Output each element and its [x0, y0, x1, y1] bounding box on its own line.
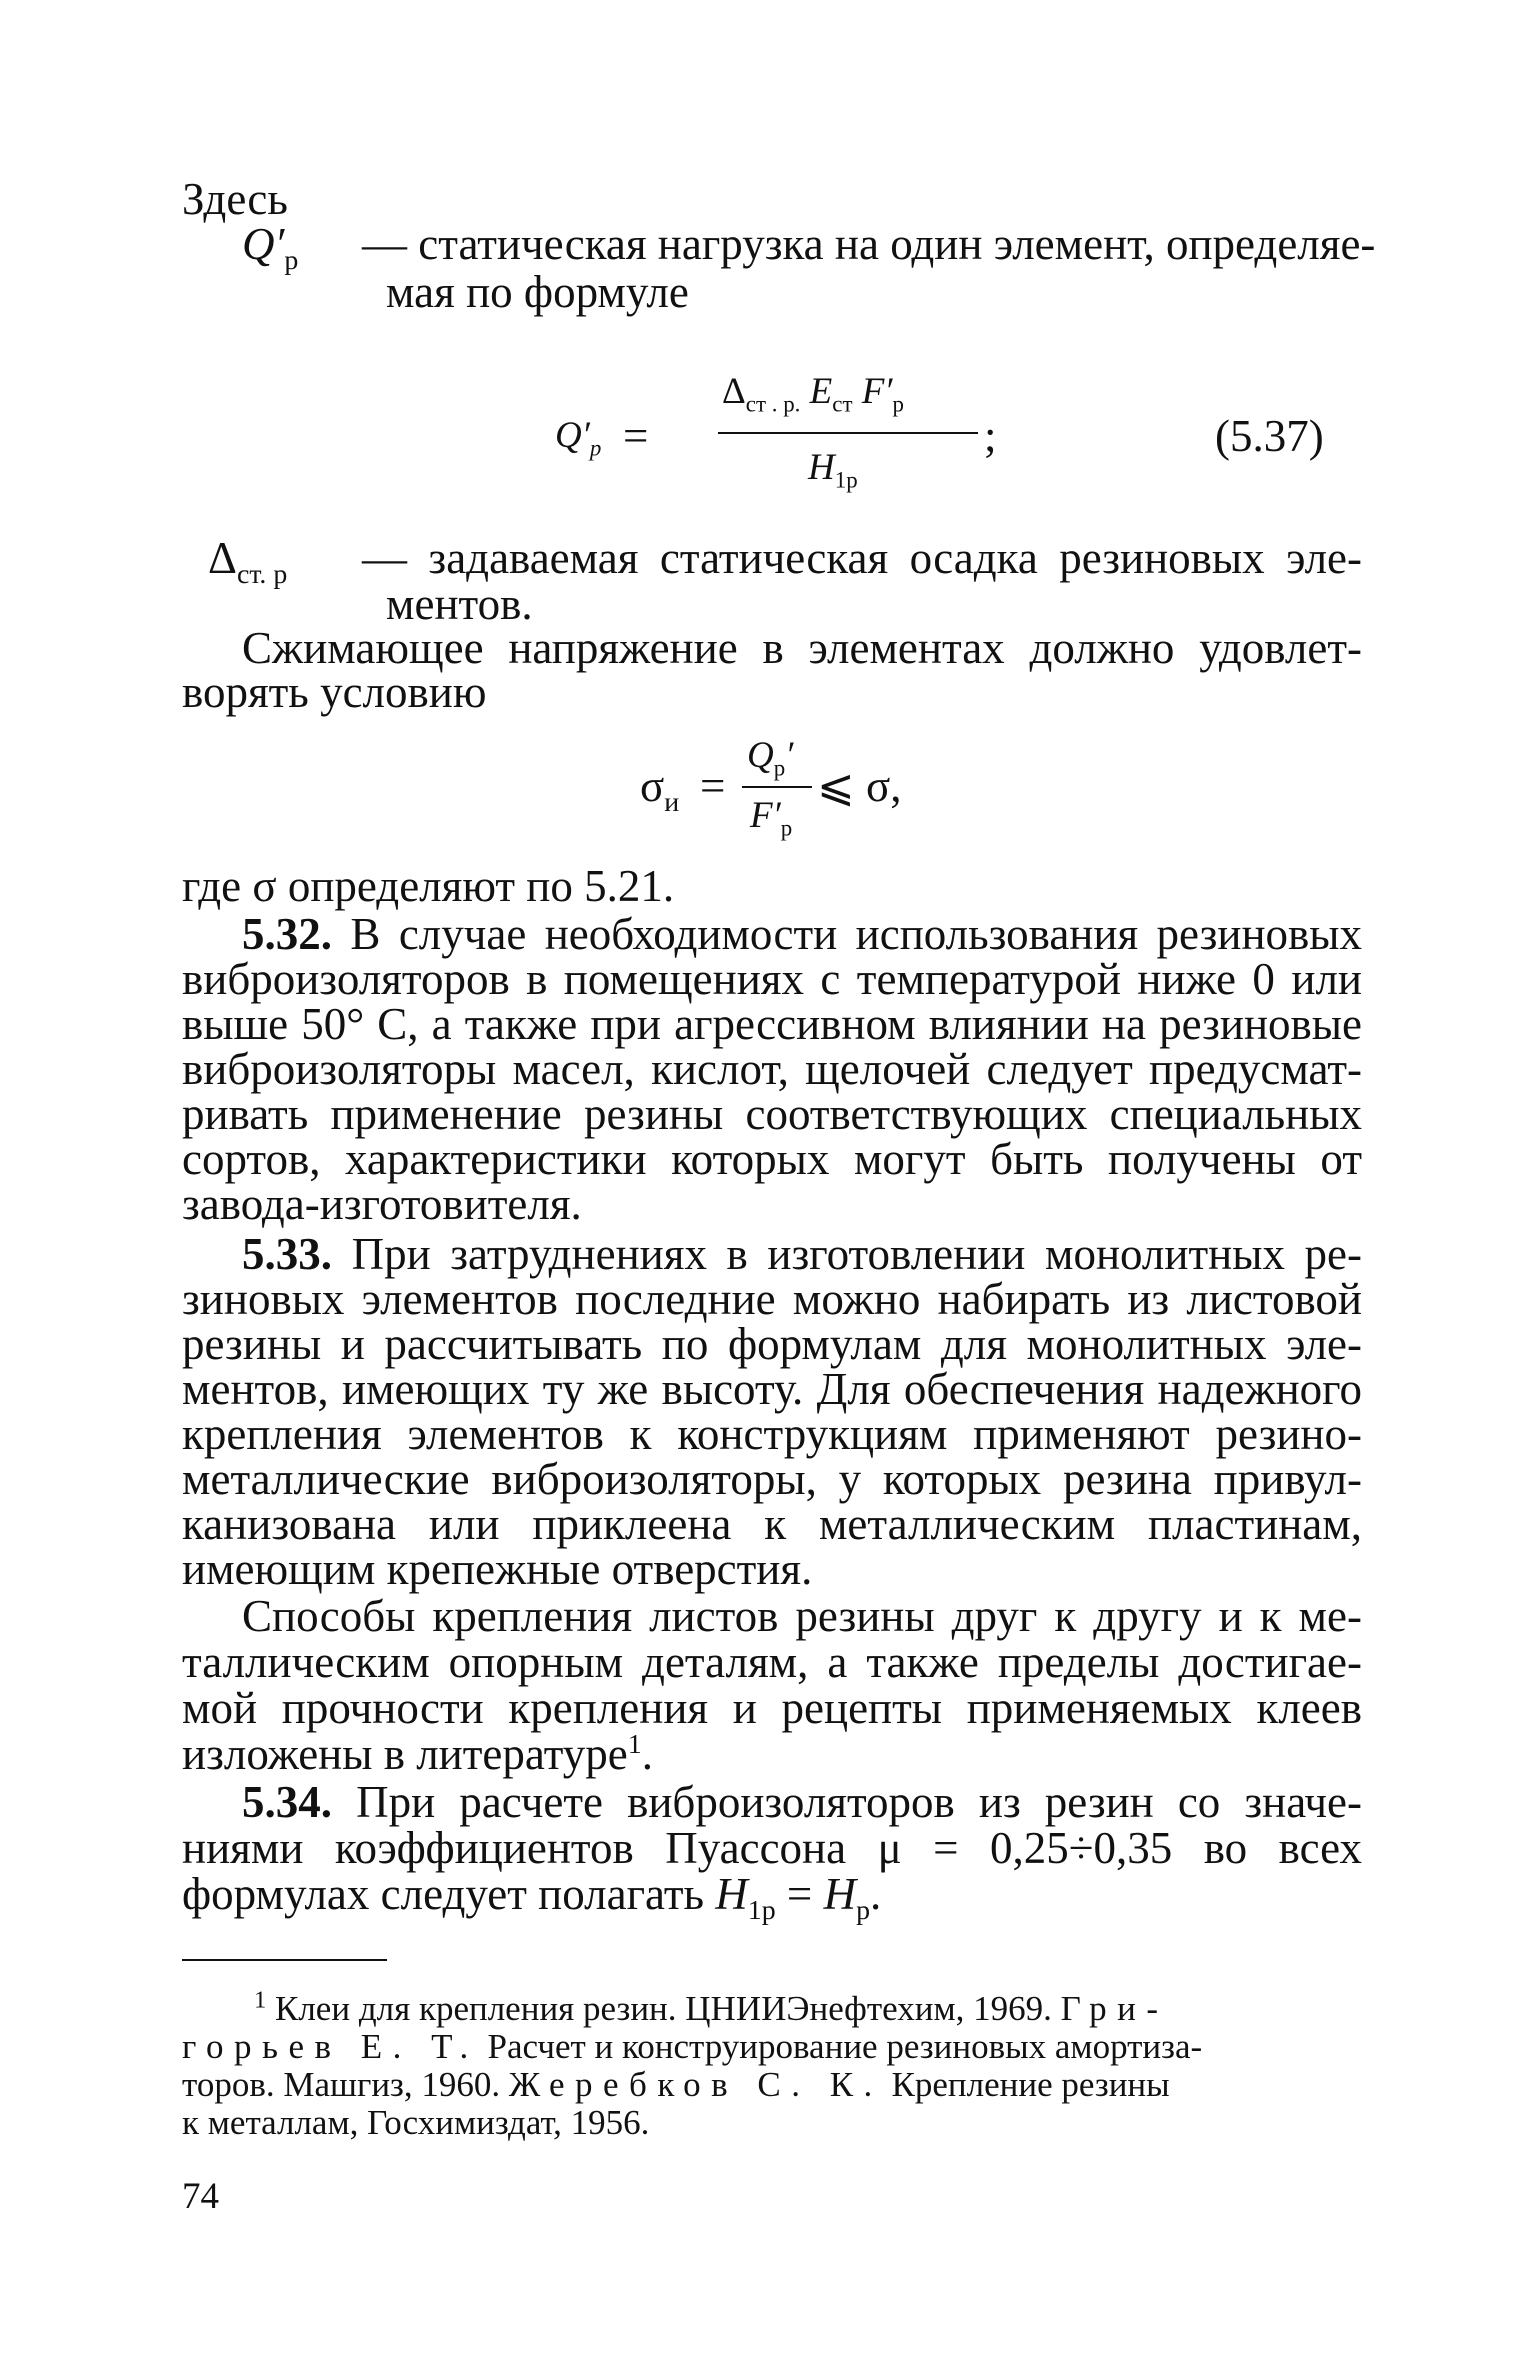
p532-line-3: выше 50° С, а также при агрессивном влиянии на резиновые: [182, 999, 1362, 1049]
formula-sigma-relation: ⩽: [817, 761, 855, 811]
p533-line-2: зиновых элементов последние можно набирать из листовой: [182, 1274, 1362, 1324]
formula-537-numerator: $\Delta_{ст . р.}$ $E_{ст}$ $F'_р$: [722, 371, 904, 417]
delta-symbol: $\Delta_{ст. р}$: [208, 533, 288, 590]
compress-line-1: Сжимающее напряжение в элементах должно удовлет-: [242, 623, 1362, 673]
p533-line-6: металлические виброизоляторы, у которых резина привул-: [182, 1454, 1362, 1504]
methods-line-4: изложены в литературе$^1$.: [182, 1729, 653, 1779]
p532-line-2: виброизоляторов в помещениях с температурой ниже 0 или: [182, 954, 1362, 1004]
formula-sigma-lhs: $\sigma_и$: [640, 761, 680, 818]
footnote-line-3: торов. Машгиз, 1960. Жеребков С. К. Крепление резины: [182, 2065, 1170, 2104]
formula-537-fraction-bar: [718, 432, 978, 434]
formula-537-denominator: $H_{1р}$: [808, 447, 858, 493]
footnote-line-1: $^1$ Клеи для крепления резин. ЦНИИЭнефтехим, 1969. Гри-: [254, 1986, 1169, 2028]
where-line: где σ определяют по 5.21.: [182, 861, 675, 911]
p533-line-1: 5.33. При затруднениях в изготовлении монолитных ре-: [242, 1229, 1362, 1279]
formula-sigma-numerator: $Q_р'$: [747, 735, 794, 781]
page-number: 74: [182, 2176, 219, 2217]
methods-line-2: таллическим опорным деталям, а также пределы достигае-: [182, 1637, 1362, 1687]
qp-definition-line-2: мая по формуле: [386, 267, 689, 317]
p532-line-7: завода-изготовителя.: [182, 1179, 582, 1229]
qp-definition-line-1: — статическая нагрузка на один элемент, определяе-: [362, 219, 1376, 269]
p532-line-1: 5.32. В случае необходимости использования резиновых: [242, 909, 1363, 959]
formula-sigma-equals: =: [700, 761, 726, 811]
footnote-line-4: к металлам, Госхимиздат, 1956.: [182, 2103, 650, 2142]
qp-symbol: $Q'_р$: [242, 219, 299, 276]
p532-line-5: ривать применение резины соответствующих специальных: [182, 1089, 1362, 1139]
p533-line-7: канизована или приклеена к металлическим пластинам,: [182, 1499, 1362, 1549]
p533-line-3: резины и рассчитывать по формулам для монолитных эле-: [182, 1319, 1362, 1369]
p533-line-5: крепления элементов к конструкциям применяют резино-: [182, 1409, 1362, 1459]
p532-line-6: сортов, характеристики которых могут быть получены от: [182, 1134, 1362, 1184]
p534-line-3: формулах следует полагать $H_{1р} = H_р$.: [182, 1869, 882, 1926]
footnote-reference: 1: [627, 1729, 642, 1760]
footnote-rule: [182, 1959, 387, 1961]
formula-sigma-denominator: $F'_р$: [750, 795, 793, 841]
footnote-line-2: горьев Е. Т. Расчет и конструирование резиновых амортиза-: [182, 2027, 1203, 2066]
formula-537-lhs: $Q'_р$: [555, 415, 602, 461]
formula-537-number: (5.37): [1215, 411, 1324, 461]
p533-line-8: имеющим крепежные отверстия.: [182, 1544, 813, 1594]
p534-line-2: ниями коэффициентов Пуассона μ = 0,25÷0,35 во всех: [182, 1823, 1362, 1873]
methods-line-1: Способы крепления листов резины друг к другу и к ме-: [242, 1591, 1362, 1641]
p533-line-4: ментов, имеющих ту же высоту. Для обеспечения надежного: [182, 1364, 1362, 1414]
formula-sigma-rhs: σ,: [866, 761, 902, 811]
delta-definition-line-2: ментов.: [386, 579, 533, 629]
intro-word: Здесь: [182, 174, 288, 224]
formula-sigma-fraction-bar: [742, 786, 812, 788]
formula-537-equals: =: [623, 411, 649, 461]
p534-line-1: 5.34. При расчете виброизоляторов из резин со значе-: [242, 1777, 1363, 1827]
formula-537-semicolon: ;: [984, 411, 997, 461]
delta-definition-line-1: — задаваемая статическая осадка резиновых эле-: [362, 533, 1362, 583]
p532-line-4: виброизоляторы масел, кислот, щелочей следует предусмат-: [182, 1044, 1362, 1094]
compress-line-2: ворять условию: [182, 667, 487, 717]
methods-line-3: мой прочности крепления и рецепты применяемых клеев: [182, 1683, 1362, 1733]
